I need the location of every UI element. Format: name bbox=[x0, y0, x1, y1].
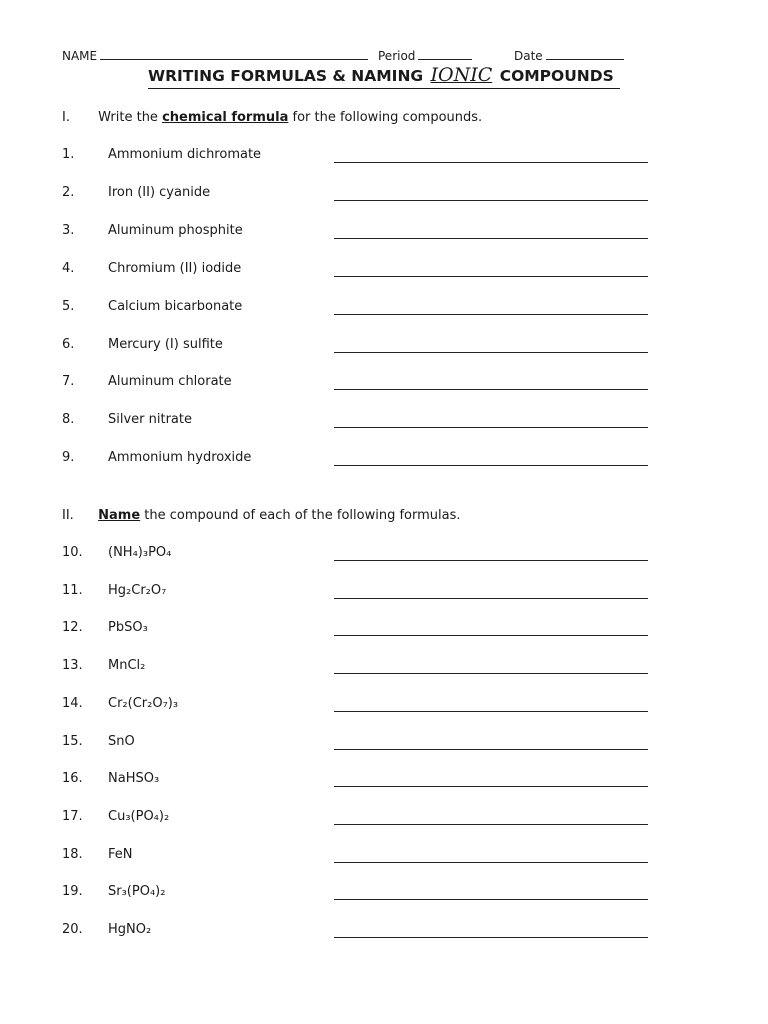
question-label: Iron (II) cyanide bbox=[108, 184, 211, 200]
question-number: 19. bbox=[62, 884, 83, 900]
question-label: PbSO₃ bbox=[108, 620, 148, 636]
question-label: Cu₃(PO₄)₂ bbox=[108, 808, 170, 824]
answer-line[interactable] bbox=[334, 314, 648, 315]
question-label: Calcium bicarbonate bbox=[108, 298, 243, 314]
section-1-numeral: I. bbox=[62, 110, 70, 125]
period-field[interactable] bbox=[378, 47, 472, 63]
answer-line[interactable] bbox=[334, 162, 648, 163]
date-label: Date bbox=[514, 49, 543, 63]
answer-line[interactable] bbox=[334, 937, 648, 938]
question-number: 12. bbox=[62, 620, 83, 636]
question-label: (NH₄)₃PO₄ bbox=[108, 545, 172, 560]
question-label: Ammonium hydroxide bbox=[108, 450, 252, 466]
section-1-instructions bbox=[62, 110, 482, 125]
answer-line[interactable] bbox=[334, 352, 648, 353]
question-label: Hg₂Cr₂O₇ bbox=[108, 582, 167, 598]
question-row bbox=[62, 147, 652, 165]
question-row bbox=[62, 696, 652, 714]
question-number: 11. bbox=[62, 582, 83, 598]
answer-line[interactable] bbox=[334, 899, 648, 900]
question-label: Mercury (I) sulfite bbox=[108, 336, 223, 352]
name-field[interactable] bbox=[62, 47, 368, 63]
question-row bbox=[62, 658, 652, 676]
question-row bbox=[62, 771, 652, 789]
question-label: Sr₃(PO₄)₂ bbox=[108, 884, 166, 900]
question-label: Silver nitrate bbox=[108, 412, 192, 428]
title-before: WRITING FORMULAS & NAMING bbox=[148, 67, 424, 85]
name-label: NAME bbox=[62, 49, 98, 63]
question-number: 10. bbox=[62, 545, 83, 560]
answer-line[interactable] bbox=[334, 389, 648, 390]
question-label: Aluminum phosphite bbox=[108, 222, 243, 238]
period-label: Period bbox=[378, 49, 416, 63]
date-field[interactable] bbox=[514, 47, 624, 63]
question-row bbox=[62, 412, 652, 430]
section-1-text-after: for the following compounds. bbox=[292, 110, 483, 125]
answer-line[interactable] bbox=[334, 276, 648, 277]
question-row bbox=[62, 185, 652, 203]
question-label: Ammonium dichromate bbox=[108, 147, 262, 162]
question-row bbox=[62, 337, 652, 355]
question-number: 16. bbox=[62, 771, 83, 787]
period-blank[interactable] bbox=[418, 47, 472, 60]
answer-line[interactable] bbox=[334, 465, 648, 466]
question-number: 13. bbox=[62, 658, 83, 674]
question-number: 1. bbox=[62, 147, 75, 162]
question-label: Aluminum chlorate bbox=[108, 374, 232, 390]
question-number: 17. bbox=[62, 808, 83, 824]
section-2-numeral: II. bbox=[62, 508, 74, 523]
answer-line[interactable] bbox=[334, 635, 648, 636]
date-blank[interactable] bbox=[546, 47, 624, 60]
title-emphasis: IONIC bbox=[430, 64, 493, 86]
question-label: Cr₂(Cr₂O₇)₃ bbox=[108, 695, 179, 711]
question-number: 14. bbox=[62, 695, 83, 711]
question-row bbox=[62, 261, 652, 279]
question-label: Chromium (II) iodide bbox=[108, 260, 242, 276]
section-2-keyword: Name bbox=[98, 508, 141, 523]
question-number: 15. bbox=[62, 733, 83, 749]
question-number: 3. bbox=[62, 222, 75, 238]
question-label: FeN bbox=[108, 846, 133, 862]
section-2-instructions bbox=[62, 508, 460, 523]
question-row bbox=[62, 545, 652, 563]
name-blank[interactable] bbox=[100, 47, 368, 60]
question-row bbox=[62, 223, 652, 241]
title-after: COMPOUNDS bbox=[499, 67, 614, 85]
question-number: 5. bbox=[62, 298, 75, 314]
answer-line[interactable] bbox=[334, 673, 648, 674]
question-row bbox=[62, 847, 652, 865]
section-2-text-after: the compound of each of the following formulas. bbox=[144, 508, 461, 523]
question-label: HgNO₂ bbox=[108, 922, 152, 937]
answer-line[interactable] bbox=[334, 200, 648, 201]
answer-line[interactable] bbox=[334, 560, 648, 561]
answer-line[interactable] bbox=[334, 786, 648, 787]
page-title bbox=[148, 64, 620, 89]
question-row bbox=[62, 620, 652, 638]
question-number: 20. bbox=[62, 922, 83, 937]
question-row bbox=[62, 809, 652, 827]
question-number: 8. bbox=[62, 412, 75, 428]
question-number: 6. bbox=[62, 336, 75, 352]
question-number: 7. bbox=[62, 374, 75, 390]
question-number: 2. bbox=[62, 184, 75, 200]
question-row bbox=[62, 734, 652, 752]
question-number: 4. bbox=[62, 260, 75, 276]
question-label: SnO bbox=[108, 733, 135, 749]
question-row bbox=[62, 922, 652, 940]
question-row bbox=[62, 583, 652, 601]
answer-line[interactable] bbox=[334, 824, 648, 825]
answer-line[interactable] bbox=[334, 711, 648, 712]
question-number: 18. bbox=[62, 846, 83, 862]
answer-line[interactable] bbox=[334, 598, 648, 599]
answer-line[interactable] bbox=[334, 749, 648, 750]
answer-line[interactable] bbox=[334, 238, 648, 239]
answer-line[interactable] bbox=[334, 862, 648, 863]
question-row bbox=[62, 374, 652, 392]
question-row bbox=[62, 299, 652, 317]
section-1-keyword: chemical formula bbox=[162, 110, 289, 125]
question-row bbox=[62, 884, 652, 902]
section-1-text-before: Write the bbox=[98, 110, 158, 125]
question-label: MnCl₂ bbox=[108, 658, 146, 674]
question-number: 9. bbox=[62, 450, 75, 466]
question-label: NaHSO₃ bbox=[108, 771, 160, 787]
question-row bbox=[62, 450, 652, 468]
answer-line[interactable] bbox=[334, 427, 648, 428]
